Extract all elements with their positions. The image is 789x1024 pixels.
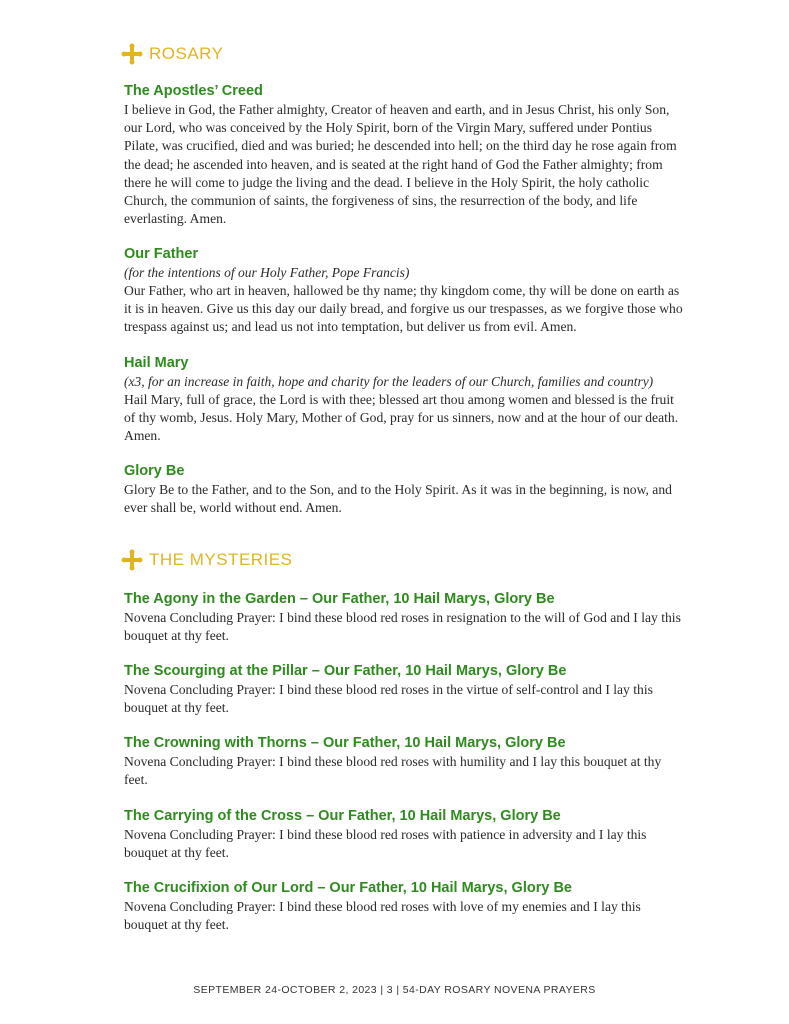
mystery-crowning-with-thorns xyxy=(124,734,684,789)
mysteries-section-title: THE MYSTERIES xyxy=(149,550,293,569)
mystery-heading: The Carrying of the Cross – Our Father, 10 Hail Marys, Glory Be xyxy=(124,808,561,824)
rosary-section-header xyxy=(121,43,224,65)
cross-icon xyxy=(121,549,143,571)
mystery-carrying-of-cross xyxy=(124,807,684,862)
mystery-prayer: Novena Concluding Prayer: I bind these blood red roses with humility and I lay this bouquet at thy feet. xyxy=(124,754,662,788)
prayer-text: I believe in God, the Father almighty, Creator of heaven and earth, and in Jesus Christ, his only Son, our Lord, who was conceived by the Holy Spirit, born of the Virgin Mary, suffered under Pontius Pilate, was crucified, died and was buried; he descended into hell; on the third day he rose again from the dead; he ascended into heaven, and is seated at the right hand of God the Father almighty; from there he will come to judge the living and the dead. I believe in the Holy Spirit, the holy catholic Church, the communion of saints, the forgiveness of sins, the resurrection of the body, and life everlasting. Amen. xyxy=(124,102,677,227)
prayer-text: Hail Mary, full of grace, the Lord is with thee; blessed art thou among women and blessed is the fruit of thy womb, Jesus. Holy Mary, Mother of God, pray for us sinners, now and at the hour of our death. Amen. xyxy=(124,392,679,444)
prayer-intention: (for the intentions of our Holy Father, Pope Francis) xyxy=(124,265,410,280)
cross-icon xyxy=(121,43,143,65)
mystery-scourging-at-pillar xyxy=(124,662,684,717)
mystery-prayer: Novena Concluding Prayer: I bind these blood red roses with love of my enemies and I lay this bouquet at thy feet. xyxy=(124,899,641,933)
prayer-heading: Our Father xyxy=(124,246,199,262)
prayer-heading: Hail Mary xyxy=(124,355,189,371)
rosary-section-title: ROSARY xyxy=(149,44,224,63)
prayer-heading: The Apostles’ Creed xyxy=(124,83,263,99)
mystery-heading: The Crucifixion of Our Lord – Our Father, 10 Hail Marys, Glory Be xyxy=(124,880,572,896)
mystery-agony-in-garden xyxy=(124,590,684,645)
prayer-hail-mary xyxy=(124,354,684,446)
prayer-glory-be xyxy=(124,462,684,517)
mystery-heading: The Crowning with Thorns – Our Father, 10 Hail Marys, Glory Be xyxy=(124,735,566,751)
page-footer: SEPTEMBER 24-OCTOBER 2, 2023 | 3 | 54-DAY ROSARY NOVENA PRAYERS xyxy=(193,984,596,996)
prayer-text: Glory Be to the Father, and to the Son, and to the Holy Spirit. As it was in the beginning, is now, and ever shall be, world without end. Amen. xyxy=(124,482,672,516)
mystery-prayer: Novena Concluding Prayer: I bind these blood red roses in resignation to the will of God and I lay this bouquet at thy feet. xyxy=(124,610,681,644)
mystery-prayer: Novena Concluding Prayer: I bind these blood red roses with patience in adversity and I lay this bouquet at thy feet. xyxy=(124,827,647,861)
prayer-our-father xyxy=(124,245,684,337)
mystery-crucifixion xyxy=(124,879,684,934)
mystery-prayer: Novena Concluding Prayer: I bind these blood red roses in the virtue of self-control and I lay this bouquet at thy feet. xyxy=(124,682,653,716)
mystery-heading: The Agony in the Garden – Our Father, 10 Hail Marys, Glory Be xyxy=(124,591,555,607)
mystery-heading: The Scourging at the Pillar – Our Father, 10 Hail Marys, Glory Be xyxy=(124,663,567,679)
prayer-heading: Glory Be xyxy=(124,463,185,479)
prayer-text: Our Father, who art in heaven, hallowed be thy name; thy kingdom come, thy will be done on earth as it is in heaven. Give us this day our daily bread, and forgive us our trespasses, as we forgive those who trespass against us; and lead us not into temptation, but deliver us from evil. Amen. xyxy=(124,283,683,335)
prayer-apostles-creed xyxy=(124,82,684,228)
mysteries-section-header xyxy=(121,549,292,571)
prayer-intention: (x3, for an increase in faith, hope and charity for the leaders of our Church, families and country) xyxy=(124,374,654,389)
